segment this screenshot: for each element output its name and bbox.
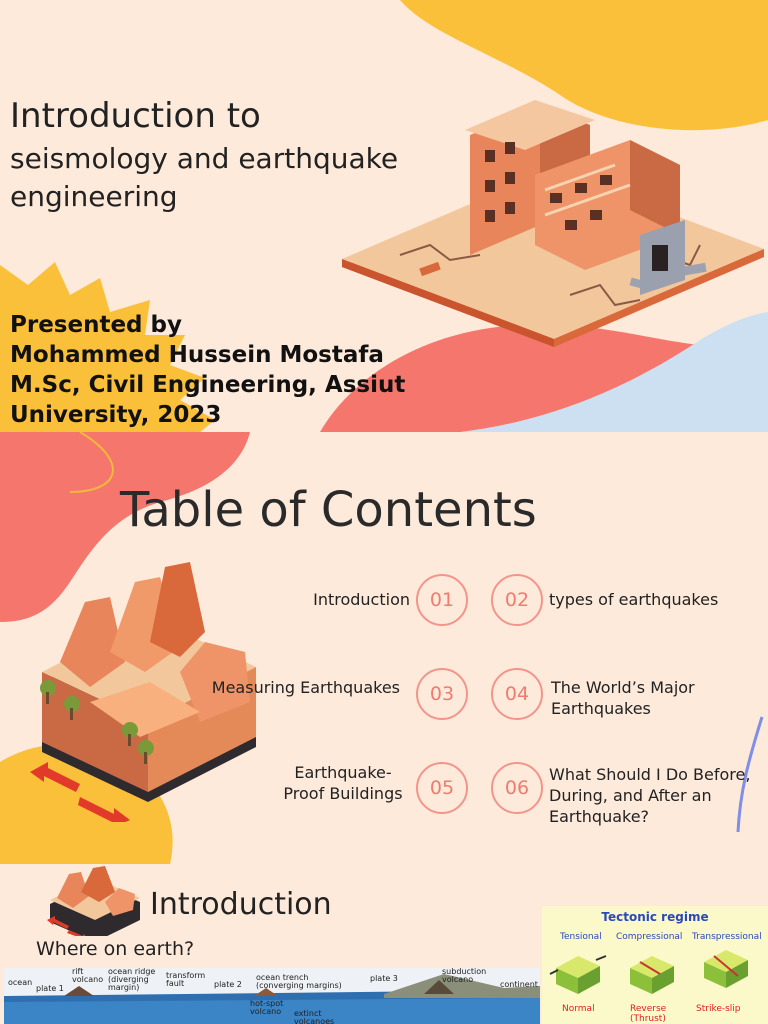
- continent-label: continent: [500, 980, 538, 989]
- introduction-subtitle: Where on earth?: [36, 938, 195, 960]
- toc-item-measuring-label[interactable]: Measuring Earthquakes: [211, 678, 400, 697]
- presenter-info: [10, 310, 470, 430]
- plate3-label: plate 3: [370, 974, 398, 983]
- extinct-volcanoes-label: extinct volcanoes: [294, 1009, 335, 1024]
- tectonic-regime-diagram: [542, 906, 768, 1024]
- transpressional-label: Transpressional: [692, 932, 762, 942]
- rift-volcano-label: rift volcano: [72, 967, 104, 984]
- tectonic-regime-title: Tectonic regime: [601, 910, 709, 924]
- ocean-label: ocean: [8, 978, 33, 987]
- toc-item-05-number[interactable]: 05: [416, 762, 468, 814]
- presentation-title-line2: seismology and earthquake engineering: [10, 142, 399, 213]
- ocean-ridge-label: ocean ridge (diverging margin): [108, 967, 156, 992]
- reverse-fault-label: Reverse: [630, 1004, 667, 1014]
- toc-item-04-number[interactable]: 04: [491, 668, 543, 720]
- title-slide: [0, 0, 768, 432]
- presenter-line1: Presented by: [10, 312, 182, 338]
- presenter-degree: M.Sc, Civil Engineering, Assiut: [10, 372, 406, 398]
- toc-item-types-label[interactable]: types of earthquakes: [549, 590, 719, 609]
- plate1-label: plate 1: [36, 984, 64, 993]
- toc-item-03-number[interactable]: 03: [416, 668, 468, 720]
- toc-item-02-number[interactable]: 02: [491, 574, 543, 626]
- ocean-trench-label: ocean trench (converging margins): [256, 973, 342, 990]
- hot-spot-label: hot-spot volcano: [250, 999, 284, 1016]
- toc-item-what-to-do-label[interactable]: What Should I Do Before, During, and After an Earthquake?: [549, 765, 751, 826]
- toc-item-01-number[interactable]: 01: [416, 574, 468, 626]
- tensional-label: Tensional: [560, 932, 602, 942]
- transform-fault-label: transform fault: [166, 971, 206, 988]
- toc-item-major-earthquakes-label[interactable]: The World’s Major Earthquakes: [551, 678, 695, 718]
- presenter-university: University, 2023: [10, 402, 222, 428]
- strike-slip-label: Strike-slip: [696, 1004, 741, 1014]
- toc-item-introduction-label[interactable]: Introduction: [313, 590, 410, 609]
- normal-fault-label: Normal: [562, 1004, 595, 1014]
- toc-item-06-number[interactable]: 06: [491, 762, 543, 814]
- presentation-title-line1: Introduction to: [10, 96, 261, 136]
- compressional-label: Compressional: [616, 932, 683, 942]
- presenter-name: Mohammed Hussein Mostafa: [10, 342, 384, 368]
- toc-title: Table of Contents: [120, 482, 537, 538]
- toc-item-proof-buildings-label[interactable]: Earthquake-Proof Buildings: [283, 763, 403, 803]
- introduction-title: Introduction: [150, 887, 332, 922]
- thrust-fault-label: (Thrust): [630, 1014, 666, 1024]
- canyon-mini-illustration: [45, 864, 145, 936]
- subduction-volcano-label: subduction volcano: [442, 967, 487, 984]
- fault-blocks: [548, 946, 762, 1006]
- plate2-label: plate 2: [214, 980, 242, 989]
- introduction-slide: [0, 864, 768, 1024]
- table-of-contents-slide: [0, 432, 768, 864]
